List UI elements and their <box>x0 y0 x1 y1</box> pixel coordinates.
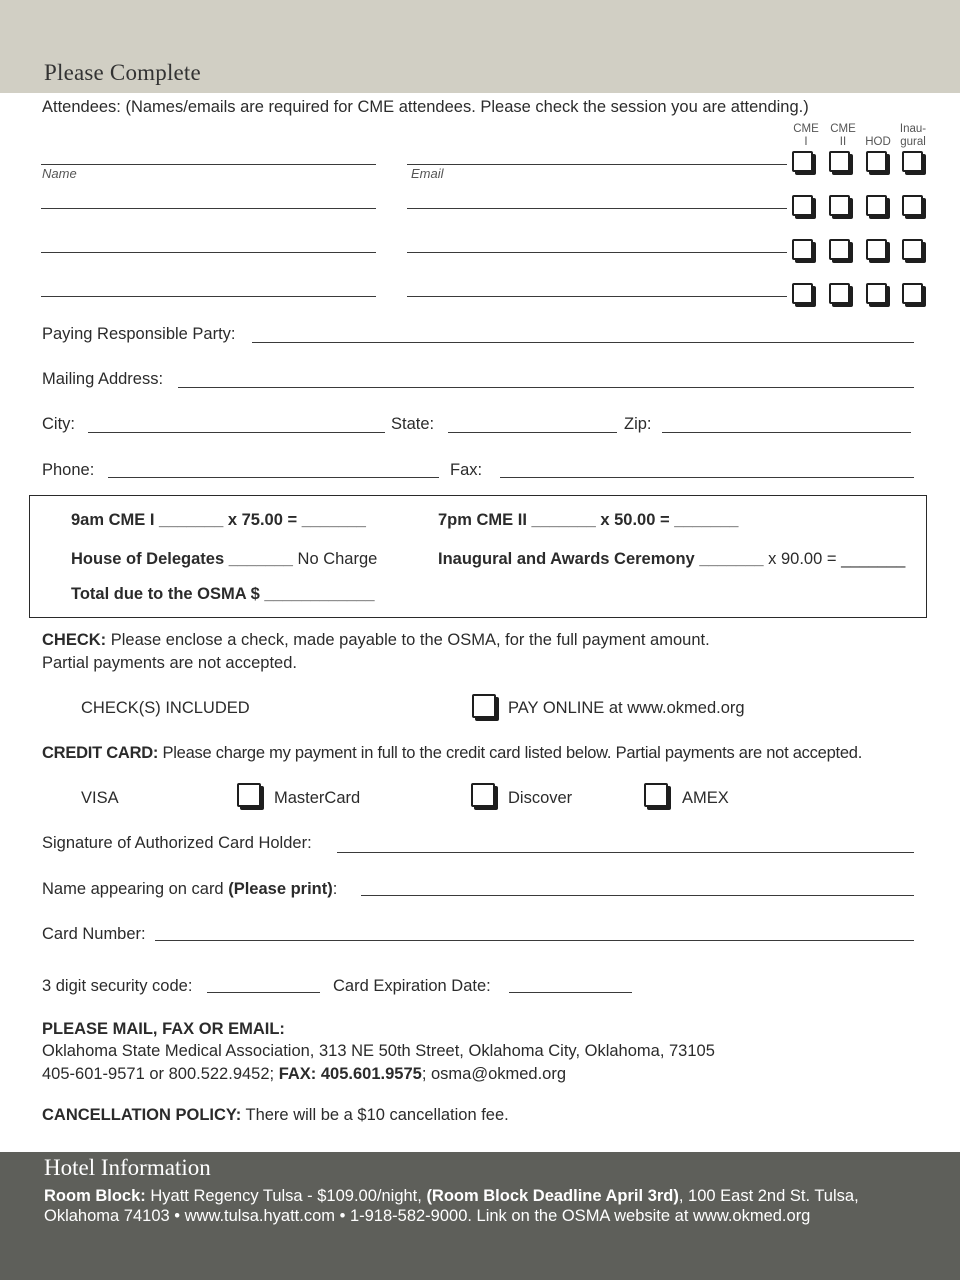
amex-label: AMEX <box>682 789 729 807</box>
cme1-pricing[interactable]: 9am CME I _______ x 75.00 = _______ <box>71 511 366 529</box>
attendees-intro: Attendees: (Names/emails are required for CME attendees. Please check the session you are attending.) <box>42 98 809 116</box>
col-cme1: CME I <box>793 123 819 148</box>
checkbox-row1-cme2[interactable] <box>829 151 850 172</box>
checkbox-row4-cme2[interactable] <box>829 283 850 304</box>
discover-checkbox[interactable] <box>471 783 495 807</box>
signature-label: Signature of Authorized Card Holder: <box>42 834 312 852</box>
card-number-line[interactable] <box>155 940 914 941</box>
checkbox-row2-cme2[interactable] <box>829 195 850 216</box>
mail-contact: 405-601-9571 or 800.522.9452; FAX: 405.601.9575; osma@okmed.org <box>42 1065 567 1083</box>
checkbox-row3-cme1[interactable] <box>792 239 813 260</box>
credit-card-instructions: CREDIT CARD: Please charge my payment in full to the credit card listed below. Partial payments are not accepted. <box>42 744 863 762</box>
card-name-line[interactable] <box>361 895 914 896</box>
hotel-info-line2: Oklahoma 74103 • www.tulsa.hyatt.com • 1-918-582-9000. Link on the OSMA website at www.okmed.org <box>44 1207 811 1225</box>
amex-checkbox[interactable] <box>644 783 668 807</box>
paying-party-line[interactable] <box>252 342 914 343</box>
email-line-1[interactable] <box>407 164 787 165</box>
checkbox-row2-hod[interactable] <box>866 195 887 216</box>
email-label: Email <box>411 166 444 181</box>
checkbox-row1-inaugural[interactable] <box>902 151 923 172</box>
security-code-line[interactable] <box>207 992 320 993</box>
checkbox-row3-cme2[interactable] <box>829 239 850 260</box>
name-line-2[interactable] <box>41 208 376 209</box>
phone-line[interactable] <box>108 477 439 478</box>
paying-party-label: Paying Responsible Party: <box>42 325 236 343</box>
checkbox-row1-hod[interactable] <box>866 151 887 172</box>
check-partial-note: Partial payments are not accepted. <box>42 654 297 672</box>
card-name-label: Name appearing on card (Please print): <box>42 880 338 898</box>
cancellation-policy: CANCELLATION POLICY: There will be a $10 cancellation fee. <box>42 1106 509 1124</box>
mastercard-checkbox[interactable] <box>237 783 261 807</box>
checkbox-row2-inaugural[interactable] <box>902 195 923 216</box>
city-line[interactable] <box>88 432 385 433</box>
hod-pricing[interactable]: House of Delegates _______ No Charge <box>71 550 378 568</box>
checkbox-row3-hod[interactable] <box>866 239 887 260</box>
discover-label: Discover <box>508 789 573 807</box>
name-line-1[interactable] <box>41 164 376 165</box>
expiration-label: Card Expiration Date: <box>333 977 491 995</box>
name-label: Name <box>42 166 77 181</box>
hotel-info-line1: Room Block: Hyatt Regency Tulsa - $109.00/night, (Room Block Deadline April 3rd), 100 East 2nd St. Tulsa, <box>44 1187 859 1205</box>
zip-line[interactable] <box>662 432 911 433</box>
state-label: State: <box>391 415 435 433</box>
checks-included-label: CHECK(S) INCLUDED <box>81 699 250 717</box>
checkbox-row2-cme1[interactable] <box>792 195 813 216</box>
checkbox-row1-cme1[interactable] <box>792 151 813 172</box>
name-line-3[interactable] <box>41 252 376 253</box>
expiration-line[interactable] <box>509 992 632 993</box>
pay-online-label: PAY ONLINE at www.okmed.org <box>508 699 745 717</box>
card-number-label: Card Number: <box>42 925 146 943</box>
fax-line[interactable] <box>500 477 914 478</box>
mail-address: Oklahoma State Medical Association, 313 NE 50th Street, Oklahoma City, Oklahoma, 73105 <box>42 1042 715 1060</box>
checkbox-row3-inaugural[interactable] <box>902 239 923 260</box>
col-hod: HOD <box>865 136 891 148</box>
col-cme2: CME II <box>830 123 856 148</box>
hotel-info-title: Hotel Information <box>44 1155 211 1180</box>
inaugural-pricing[interactable]: Inaugural and Awards Ceremony _______ x 90.00 = _______ <box>438 550 906 568</box>
email-line-4[interactable] <box>407 296 787 297</box>
pay-online-checkbox[interactable] <box>472 694 496 718</box>
cme2-pricing[interactable]: 7pm CME II _______ x 50.00 = _______ <box>438 511 739 529</box>
check-instructions: CHECK: Please enclose a check, made payable to the OSMA, for the full payment amount. <box>42 631 710 649</box>
phone-label: Phone: <box>42 461 95 479</box>
total-due[interactable]: Total due to the OSMA $ ____________ <box>71 585 375 603</box>
checkbox-row4-hod[interactable] <box>866 283 887 304</box>
zip-label: Zip: <box>624 415 652 433</box>
email-line-2[interactable] <box>407 208 787 209</box>
page-title: Please Complete <box>44 60 201 85</box>
fax-label: Fax: <box>450 461 483 479</box>
checkbox-row4-cme1[interactable] <box>792 283 813 304</box>
col-inaugural: Inau- gural <box>899 123 927 148</box>
mailing-address-label: Mailing Address: <box>42 370 164 388</box>
mastercard-label: MasterCard <box>274 789 361 807</box>
security-code-label: 3 digit security code: <box>42 977 193 995</box>
checkbox-row4-inaugural[interactable] <box>902 283 923 304</box>
visa-label: VISA <box>81 789 119 807</box>
state-line[interactable] <box>448 432 617 433</box>
name-line-4[interactable] <box>41 296 376 297</box>
mailing-address-line[interactable] <box>178 387 914 388</box>
mail-heading: PLEASE MAIL, FAX OR EMAIL: <box>42 1020 285 1038</box>
city-label: City: <box>42 415 75 433</box>
email-line-3[interactable] <box>407 252 787 253</box>
signature-line[interactable] <box>337 852 914 853</box>
